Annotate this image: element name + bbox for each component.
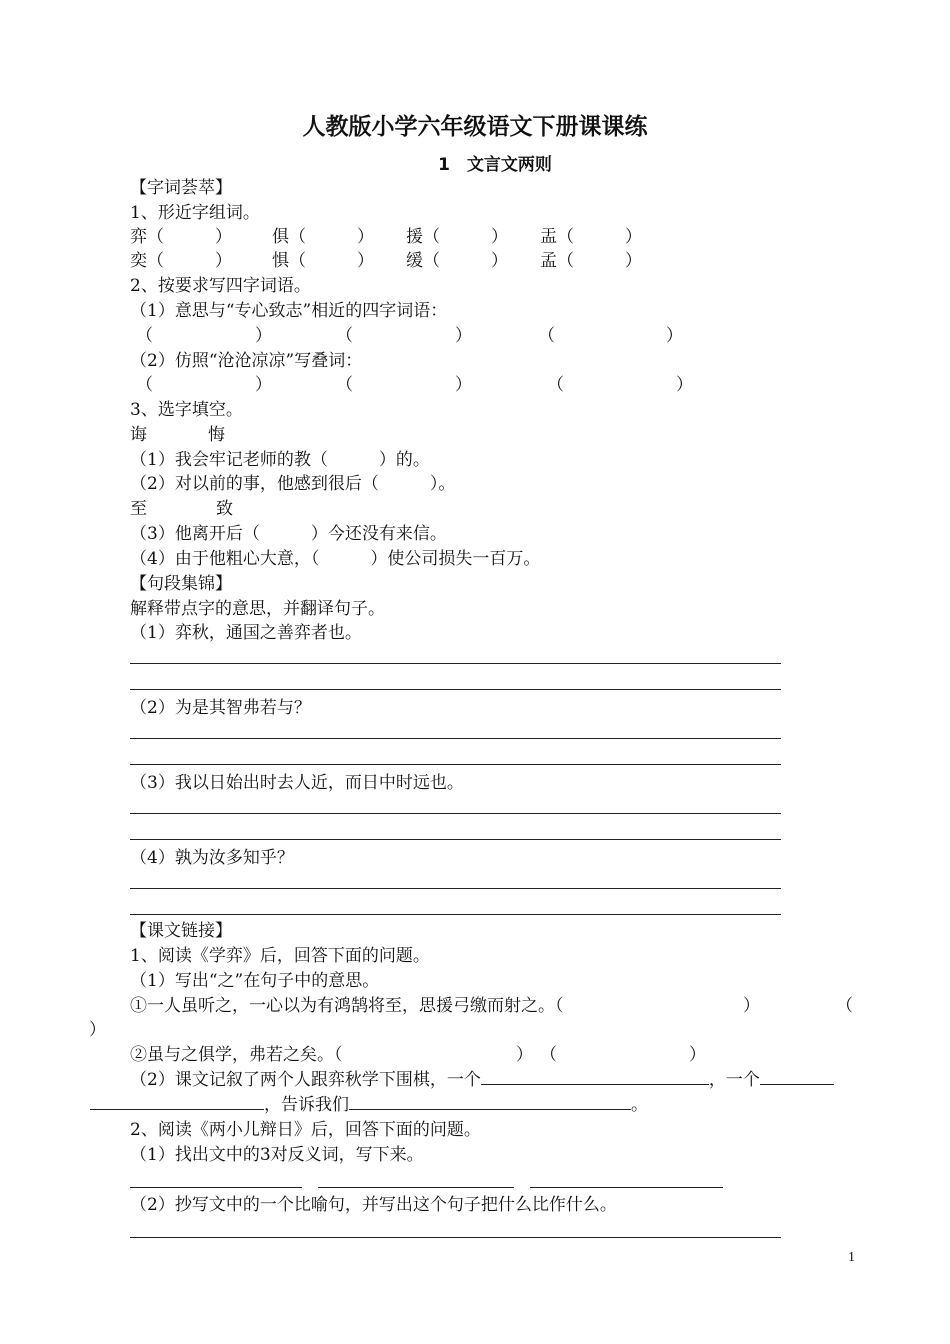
paren-close: ） xyxy=(455,375,472,395)
sentence-4: （4）孰为汝多知乎？ xyxy=(130,848,294,868)
question-1: 1、形近字组词。 xyxy=(130,203,260,223)
answer-line[interactable] xyxy=(130,1187,302,1188)
sentence-3: （3）我以日始出时去人近，而日中时远也。 xyxy=(130,773,464,793)
paren-close: ） xyxy=(689,1045,706,1065)
paren-open: （ xyxy=(540,1045,557,1065)
paren-close: ） xyxy=(676,375,693,395)
question-3-1: （1）我会牢记老师的教（ ）的。 xyxy=(130,450,430,470)
word-blank[interactable]: 弈（ ） xyxy=(130,227,232,247)
answer-line[interactable] xyxy=(130,663,781,664)
paren-open: （ xyxy=(136,375,153,395)
paren-close: ） xyxy=(666,326,683,346)
fill-blank[interactable] xyxy=(760,1070,834,1085)
answer-line[interactable] xyxy=(130,764,781,765)
question-3-3: （3）他离开后（ ）今还没有来信。 xyxy=(130,524,447,544)
text-part: ，一个 xyxy=(708,1070,760,1090)
question-2: 2、按要求写四字词语。 xyxy=(130,276,311,296)
answer-line[interactable] xyxy=(130,839,781,840)
sentence-2: （2）为是其智弗若与？ xyxy=(130,698,311,718)
question-3: 3、选字填空。 xyxy=(130,400,243,420)
paren-open: （ xyxy=(336,326,353,346)
answer-line[interactable] xyxy=(318,1187,514,1188)
reading-question-1-2-cont xyxy=(90,1095,648,1115)
paren-open: （ xyxy=(538,326,555,346)
page-title: 人教版小学六年级语文下册课课练 xyxy=(302,114,648,140)
text-part: 。 xyxy=(631,1095,648,1115)
sentence-1: （1）弈秋，通国之善弈者也。 xyxy=(130,623,362,643)
reading-question-2-1: （1）找出文中的3对反义词，写下来。 xyxy=(130,1145,424,1165)
reading-question-1-2 xyxy=(130,1070,834,1090)
fill-blank[interactable] xyxy=(481,1070,709,1085)
choice-char: 至 xyxy=(130,499,147,519)
choice-char: 致 xyxy=(216,499,233,519)
paren-close: ） xyxy=(89,1020,106,1040)
answer-line[interactable] xyxy=(130,689,781,690)
answer-line[interactable] xyxy=(130,914,781,915)
word-blank[interactable]: 奕（ ） xyxy=(130,251,232,271)
paren-open: （ xyxy=(136,326,153,346)
paren-close: ） xyxy=(743,996,760,1016)
question-3-2: （2）对以前的事，他感到很后（ ）。 xyxy=(130,474,456,494)
reading-question-2: 2、阅读《两小儿辩日》后，回答下面的问题。 xyxy=(130,1120,481,1140)
question-2-2: （2）仿照“沧沧凉凉”写叠词： xyxy=(130,351,363,371)
section-heading-sentences: 【句段集锦】 xyxy=(130,574,232,594)
word-blank[interactable]: 孟（ ） xyxy=(540,251,642,271)
paren-open: （ xyxy=(336,375,353,395)
paren-close: ） xyxy=(455,326,472,346)
text-part: （2）课文记叙了两个人跟弈秋学下围棋，一个 xyxy=(130,1070,481,1090)
answer-line[interactable] xyxy=(130,1237,781,1238)
lesson-title: 1 文言文两则 xyxy=(438,155,552,175)
section-heading-text-link: 【课文链接】 xyxy=(130,921,232,941)
answer-line[interactable] xyxy=(130,738,781,739)
reading-question-1-1: （1）写出“之”在句子中的意思。 xyxy=(130,971,380,991)
instruction: 解释带点字的意思，并翻译句子。 xyxy=(130,599,385,619)
page-number: 1 xyxy=(848,1250,855,1265)
word-blank[interactable]: 俱（ ） xyxy=(272,227,374,247)
paren-open: （ xyxy=(836,996,853,1016)
paren-close: ） xyxy=(516,1045,533,1065)
sentence-b: ②虽与之俱学，弗若之矣。（ xyxy=(130,1045,343,1065)
question-3-4: （4）由于他粗心大意，（ ）使公司损失一百万。 xyxy=(130,549,541,569)
choice-char: 诲 xyxy=(130,425,147,445)
paren-close: ） xyxy=(255,375,272,395)
word-blank[interactable]: 缓（ ） xyxy=(406,251,508,271)
choice-char: 悔 xyxy=(208,425,225,445)
section-heading-vocabulary: 【字词荟萃】 xyxy=(130,178,232,198)
word-blank[interactable]: 盂（ ） xyxy=(540,227,642,247)
answer-line[interactable] xyxy=(130,888,781,889)
fill-blank[interactable] xyxy=(90,1095,264,1110)
reading-question-2-2: （2）抄写文中的一个比喻句，并写出这个句子把什么比作什么。 xyxy=(130,1195,617,1215)
word-blank[interactable]: 惧（ ） xyxy=(272,251,374,271)
question-2-1: （1）意思与“专心致志”相近的四字词语： xyxy=(130,301,448,321)
reading-question-1: 1、阅读《学弈》后，回答下面的问题。 xyxy=(130,946,430,966)
text-part: ，告诉我们 xyxy=(264,1095,349,1115)
sentence-a: ①一人虽听之，一心以为有鸿鹄将至，思援弓缴而射之。（ xyxy=(130,996,564,1016)
answer-line[interactable] xyxy=(530,1187,723,1188)
paren-open: （ xyxy=(547,375,564,395)
paren-close: ） xyxy=(255,326,272,346)
word-blank[interactable]: 援（ ） xyxy=(406,227,508,247)
answer-line[interactable] xyxy=(130,813,781,814)
fill-blank[interactable] xyxy=(349,1095,631,1110)
